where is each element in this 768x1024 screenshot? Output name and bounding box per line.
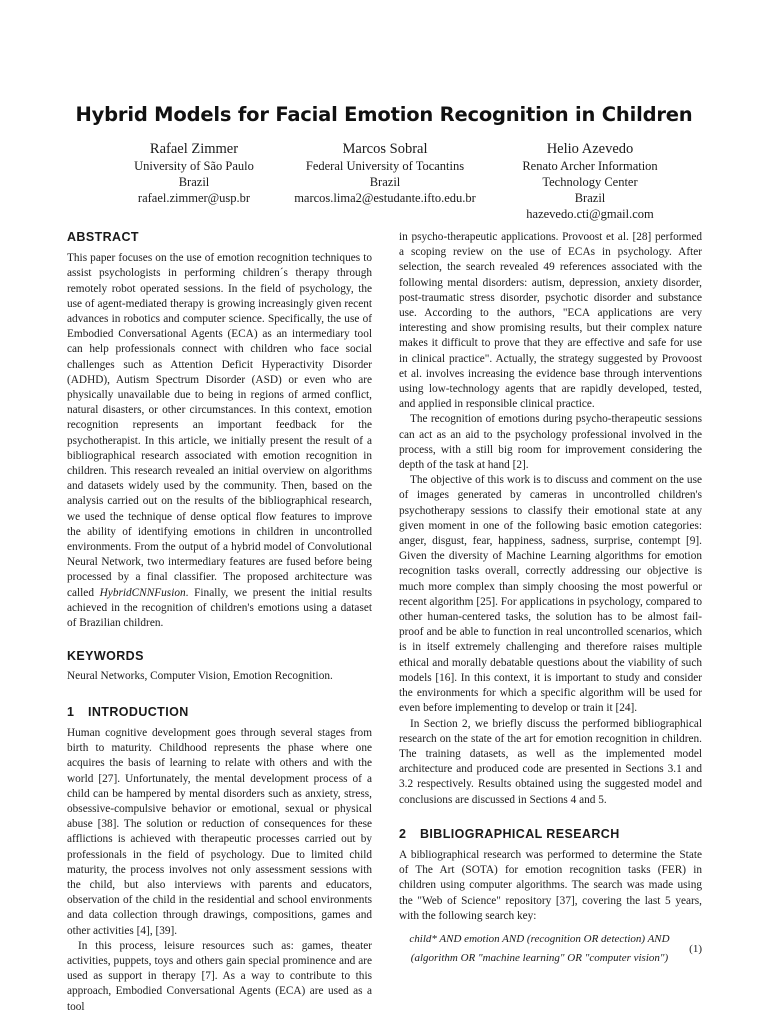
search-key-equation [399, 930, 702, 968]
abstract-text-part2: . Finally, we present the initial results achieved in the recognition of children's emotions using a dataset of Brazilian children. [67, 586, 372, 630]
right-column [399, 230, 702, 968]
equation-line-1: child* AND emotion AND (recognition OR detection) AND [409, 932, 670, 945]
intro-paragraph-2: In this process, leisure resources such as: games, theater activities, puppets, toys and others gain special prominence and are used as support in therapy [7]. As a way to contribute to this approach, Embodied Conversational Agents (ECA) are used as a tool [67, 939, 372, 1013]
section-number: 1 [67, 704, 75, 719]
abstract-heading: ABSTRACT [67, 230, 139, 244]
author-country: Brazil [369, 175, 401, 189]
keywords-heading: KEYWORDS [67, 649, 144, 664]
abstract-text-part1: This paper focuses on the use of emotion recognition techniques to assist psychologists in performing children´s therapy through remotely robot operated sessions. In the field of psychology, the use of agent-mediated therapy is growing increasingly given recent advances in robotics and computer science. Specifically, the use of Embodied Conversational Agents (ECA) as an intermediary tool can help professionals connect with children who face social challenges such as Attention Deficit Hyperactivity Disorder (ADHD), Autism Spectrum Disorder (ASD) or even who are physically unavailable due to being in regions of armed conflict, natural disasters, or other circumstances. In this context, emotion recognition represents an important feedback for the psychotherapist. In this article, we initially present the result of a bibliographical research associated with emotion recognition in children. This research revealed an initial overview on algorithms and datasets widely used by the community. Then, based on the analysis carried out on the results of the bibliographical research, we used the technique of dense optical flow features to improve the ability of identifying emotions in children in uncontrolled environments. From the output of a hybrid model of Convolutional Neural Network, two intermediary features are fused before being processed by a final classifier. The proposed architecture was called [67, 252, 372, 599]
author-affiliation: Renato Archer Information [522, 159, 658, 173]
author-block-3 [490, 140, 690, 222]
abstract-text [67, 251, 372, 631]
author-affiliation-cont: Technology Center [542, 175, 638, 189]
author-affiliation: University of São Paulo [134, 159, 254, 173]
author-block-1 [94, 140, 294, 206]
author-name: Helio Azevedo [546, 141, 634, 157]
intro-paragraph-1: Human cognitive development goes through several stages from birth to maturity. Childhood represents the phase where one acquires the basis of learning to relate with others and with the world [27]. Unfortunately, the mental development process of a child can be hampered by mental disorders such as anxiety, stress, obsessive-compulsive behavior or emotional, sexual or physical abuse [38]. The solution or reduction of consequences for these afflictions is achieved with therapeutic processes carried out by professionals in the field of psychology. Due to limited child maturity, the process involves not only assessment sessions with the child, but also interviews with parents and educators, observation of the child in the residential and school environments and data collection through drawings, compositions, games and other activities [4], [39]. [67, 726, 372, 937]
introduction-heading [67, 705, 372, 720]
keywords-text: Neural Networks, Computer Vision, Emotion Recognition. [67, 670, 333, 683]
equation-line-2: (algorithm OR "machine learning" OR "computer vision") [410, 951, 669, 964]
paper-title: Hybrid Models for Facial Emotion Recognition in Children [75, 103, 693, 126]
intro-paragraph-5: The objective of this work is to discuss and comment on the use of images generated by cameras in uncontrolled children's psychotherapy sessions to classify their emotional state at any given moment in one of the following basic emotion categories: anger, disgust, fear, happiness, sadness, surprise, contempt [9]. Given the diversity of Machine Learning algorithms for emotion recognition tasks overall, correctly addressing our objective is much more complex than simply choosing the most powerful or recent algorithm [25]. For applications in psychology, compared to other human-centered tasks, the solution has to be almost fail-proof and be able to function in real uncontrolled scenarios, which is in itself extremely challenging and therefore raises multiple ethical and morally debatable questions about the viability of such models [16]. In this context, it is important to study and consider the environments for which a specific algorithm will be used for even before implementing to develop or train it [24]. [399, 474, 702, 715]
author-country: Brazil [178, 175, 210, 189]
intro-paragraph-4: The recognition of emotions during psycho-therapeutic sessions can act as an aid to the psychology professional involved in the process, with a still big room for improvement considering the depth of the task at hand [2]. [399, 413, 702, 472]
architecture-name: HybridCNNFusion [99, 586, 186, 599]
author-email: rafael.zimmer@usp.br [137, 191, 251, 205]
equation-number: (1) [689, 942, 702, 955]
section-title: INTRODUCTION [88, 704, 189, 719]
author-affiliation: Federal University of Tocantins [305, 159, 465, 173]
intro-paragraph-3: in psycho-therapeutic applications. Provoost et al. [28] performed a scoping review on the use of ECAs in psychology. After selection, the search revealed 49 references associated with the following mental disorders: autism, depression, anxiety disorder, post-traumatic stress disorder, psychotic disorder and substance use. According to the authors, "ECA applications are very interesting and show promising results, but their complex nature makes it difficult to prove that they are effective and safe for use in clinical practice". Actually, the strategy suggested by Provoost et al. involves increasing the evidence base through interventions using low-technology agents that are rapidly developed, tested, and applied in responsible clinical practice. [399, 231, 702, 411]
left-column [67, 230, 372, 1015]
intro-paragraph-6: In Section 2, we briefly discuss the performed bibliographical research on the state of the art for emotion recognition in children. The training datasets, as well as the implemented model architecture and produced code are presented in Sections 3.1 and 3.2 respectively. Results obtained using the suggested model and conclusions are discussed in Sections 4 and 5. [399, 717, 702, 806]
section-title: BIBLIOGRAPHICAL RESEARCH [420, 826, 620, 841]
author-name: Rafael Zimmer [149, 141, 239, 157]
author-email: marcos.lima2@estudante.ifto.edu.br [294, 191, 476, 205]
author-country: Brazil [574, 191, 606, 205]
section-number: 2 [399, 826, 407, 841]
author-name: Marcos Sobral [342, 141, 428, 157]
author-email: hazevedo.cti@gmail.com [526, 207, 654, 221]
bibliographical-research-heading [399, 827, 702, 842]
author-block-2 [275, 140, 495, 206]
biblio-paragraph-1: A bibliographical research was performed to determine the State of The Art (SOTA) for emotion recognition tasks (FER) in children using computer algorithms. The search was made using the "Web of Science" repository [37], covering the last 5 years, with the following search key: [399, 848, 702, 922]
